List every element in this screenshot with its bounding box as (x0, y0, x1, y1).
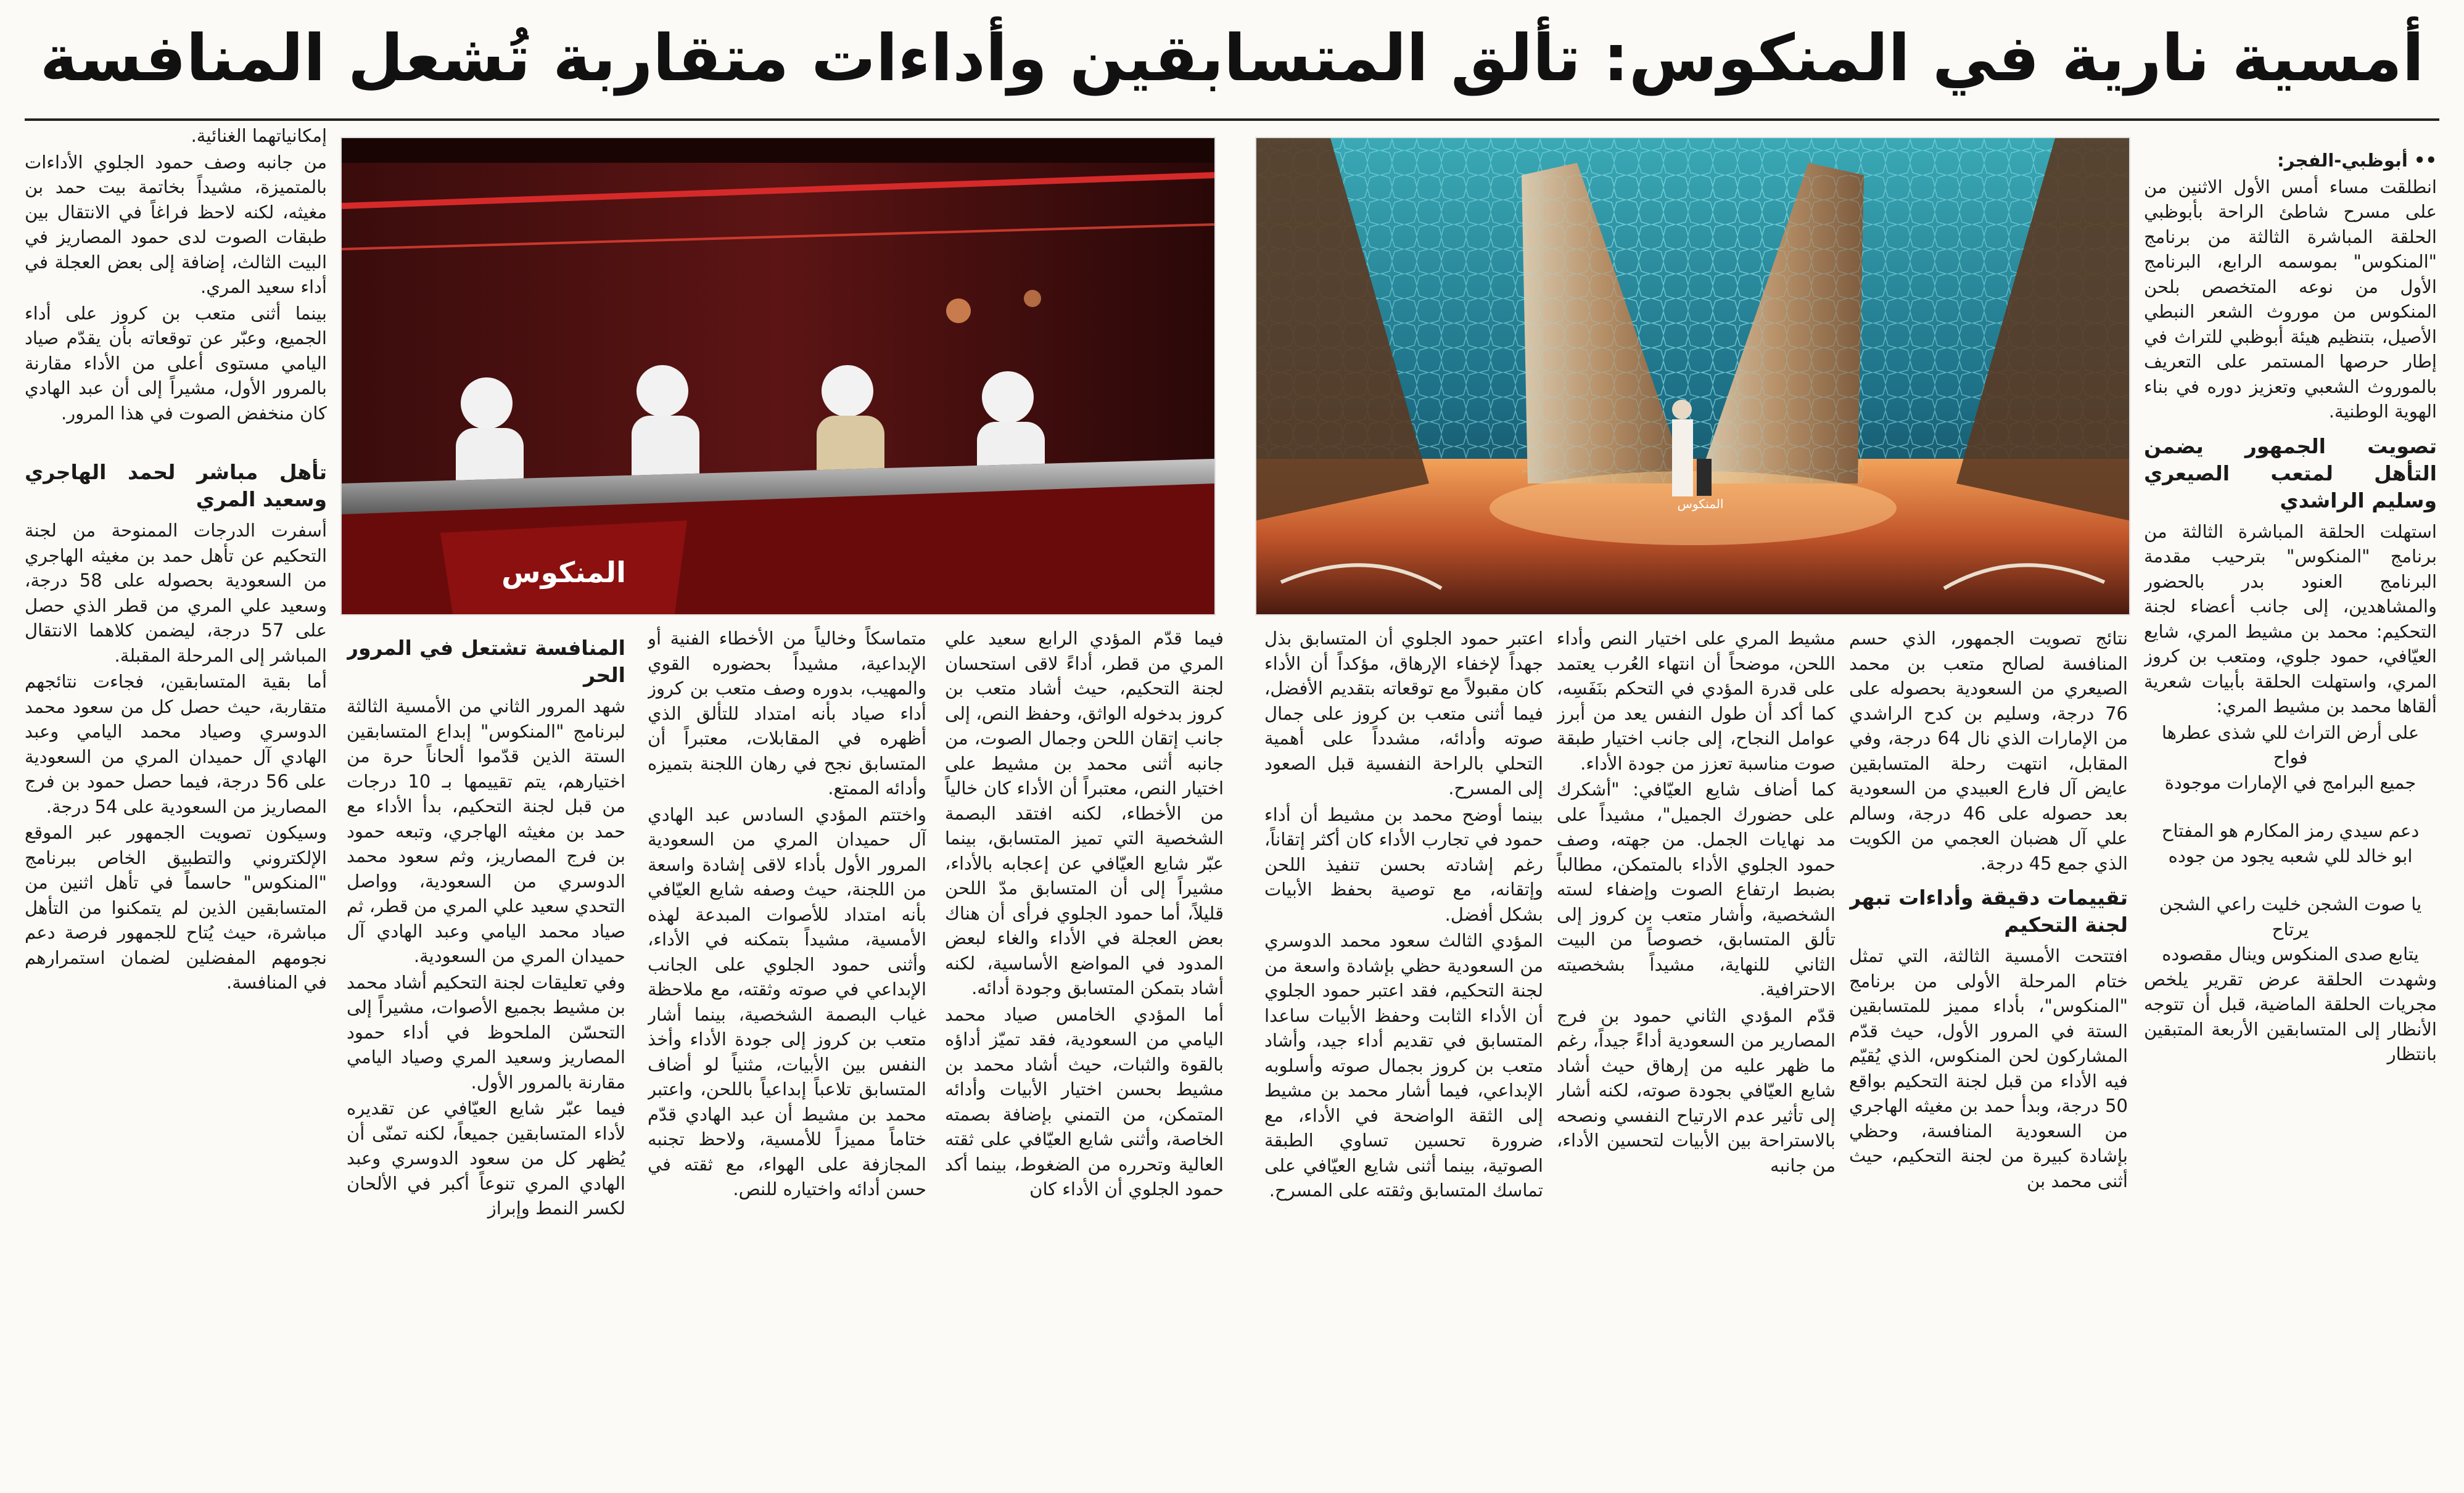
poem-verse: على أرض التراث للي شذى عطرها فواح (2161, 722, 2420, 768)
poem-verse: يا صوت الشجن خليت راعي الشجن يرتاح (2159, 894, 2422, 940)
paragraph: من جانبه وصف حمود الجلوي الأداءات بالمتميزة، مشيداً بخاتمة بيت حمد بن مغيثه، لكنه لاحظ فراغاً في الانتقال بين طبقات الصوت لدى حمود المصاريز في البيت الثالث، إضافة إلى بعض العجلة في أداء سعيد المري. (25, 151, 327, 297)
judges-photo-image (342, 138, 1214, 614)
paragraph: أسفرت الدرجات الممنوحة من لجنة التحكيم عن تأهل حمد بن مغيثه الهاجري من السعودية بحصوله على 58 درجة، وسعيد علي المري من قطر الذي حصل على 57 درجة، ليضمن كلاهما الانتقال المباشر إلى المرحلة المقبلة. (25, 520, 327, 666)
column-6 (648, 626, 926, 1474)
spacer (25, 427, 327, 450)
paragraph: افتتحت الأمسية الثالثة، التي تمثل ختام المرحلة الأولى من برنامج "المنكوس"، بأداء مميز للمتسابقين الستة في المرور الأول، حيث قدّم المشاركون لحن المنكوس، الذي يُقيّم فيه الأداء من قبل لجنة التحكيم بواقع 50 درجة، وبدأ حمد بن مغيثه الهاجري من السعودية المنافسة، وحظي بإشادة كبيرة من لجنة التحكيم، حيث أثنى محمد بن (1849, 945, 2128, 1191)
paragraph: أما بقية المتسابقين، فجاءت نتائجهم متقاربة، حيث حصل كل من سعود محمد الدوسري وصياد محمد اليامي وعبد الهادي آل حميدان المري من السعودية على 56 درجة، فيما حصل حمود بن فرج المصاريز من السعودية على 54 درجة. (25, 671, 327, 817)
poem-verse: دعم سيدي رمز المكارم هو المفتاح (2161, 820, 2420, 841)
spacer (2144, 868, 2437, 892)
paragraph: فيما قدّم المؤدي الرابع سعيد علي المري من قطر، أداءً لاقى استحسان لجنة التحكيم، حيث أشاد متعب بن كروز بدخوله الواثق، وحفظ النص، إلى جانب إتقان اللحن وجمال الصوت، من جانبه أثنى محمد بن مشيط على اختيار النص، معتبراً أن الأداء كان خالياً من الأخطاء، لكنه افتقد البصمة الشخصية التي تميز المتسابق، بينما عبّر شايع العيّافي عن إعجابه بالأداء، مشيراً إلى أن المتسابق مدّ اللحن قليلاً، أما حمود الجلوي فرأى أن هناك بعض العجلة في الأداء والغاء لبعض المدود في المواضع الأساسية، لكنه أشاد بتمكن المتسابق وجودة أدائه. (945, 628, 1224, 998)
paragraph: انطلقت مساء أمس الأول الاثنين من على مسرح شاطئ الراحة بأبوظبي الحلقة المباشرة الثالثة من برنامج "المنكوس" بموسمه الرابع، البرنامج الأول من نوعه المتخصص بلحن المنكوس من موروث الشعر النبطي الأصيل، بتنظيم هيئة أبوظبي للتراث في إطار حرصها المستمر على التعريف بالموروث الشعبي وتعزيز دوره في بناء الهوية الوطنية. (2144, 176, 2437, 422)
column-3 (1557, 626, 1836, 1474)
paragraph: وشهدت الحلقة عرض تقرير يلخص مجريات الحلقة الماضية، قبل أن تتوجه الأنظار إلى المتسابقين الأربعة المتبقين بانتظار (2144, 968, 2437, 1064)
paragraph: استهلت الحلقة المباشرة الثالثة من برنامج "المنكوس" بترحيب مقدمة البرنامج العنود بدر بالحضور والمشاهدين، إلى جانب أعضاء لجنة التحكيم: محمد بن مشيط المري، شايع العيّافي، حمود جلوي، ومتعب بن كروز المري، واستهلت الحلقة بأبيات شعرية ألقاها محمد بن مشيط المري: (2144, 520, 2437, 717)
column-4 (1264, 626, 1543, 1474)
paragraph: مشيط المري على اختيار النص وأداء اللحن، موضحاً أن انتهاء العُرب يعتمد على قدرة المؤدي في التحكم بنَفَسِه، كما أكد أن طول النفس يعد من أبرز عوامل النجاح، إلى جانب اختيار طبقة صوت مناسبة تعزز من جودة الأداء. (1557, 628, 1836, 774)
paragraph: واختتم المؤدي السادس عبد الهادي آل حميدان المري من السعودية المرور الأول بأداء لاقى إشادة واسعة من اللجنة، حيث وصفه شايع العيّافي بأنه امتداد للأصوات المبدعة لهذه الأمسية، مشيداً بتمكنه في الأداء، وأثنى حمود الجلوي على الجانب الإبداعي في صوته وثقته، مع ملاحظة غياب البصمة الشخصية، بينما أشار متعب بن كروز إلى جودة الأداء وأخذ النفس بين الأبيات، مثنياً لو أضاف المتسابق تلاعباً إبداعياً باللحن، واعتبر محمد بن مشيط أن عبد الهادي قدّم ختاماً مميزاً للأمسية، ولاحظ تجنبه المجازفة على الهواء، مع ثقته في حسن أدائه واختياره للنص. (648, 804, 926, 1199)
paragraph: نتائج تصويت الجمهور، الذي حسم المنافسة لصالح متعب بن محمد الصيعري من السعودية بحصوله على 76 درجة، وسليم بن كدح الراشدي من الإمارات الذي نال 64 درجة، وفي المقابل، انتهت رحلة المتسابقين عايض آل فارع العبيدي من السعودية بعد حصوله على 46 درجة، وسالم علي آل هضبان العجمي من الكويت الذي جمع 45 درجة. (1849, 628, 2128, 874)
headline: أمسية نارية في المنكوس: تألق المتسابقين وأداءات متقاربة تُشعل المنافسة (39, 20, 2425, 96)
judges-photo (340, 137, 1216, 615)
spacer (2144, 795, 2437, 818)
paragraph: بينما أثنى متعب بن كروز على أداء الجميع، وعبّر عن توقعاته بأن يقدّم صياد اليامي مستوى أعلى من الأداء مقارنة بالمرور الأول، مشيراً إلى أن عبد الهادي كان منخفض الصوت في هذا المرور. (25, 302, 327, 424)
poem-verse: جميع البرامج في الإمارات موجودة (2164, 771, 2417, 793)
subheading: المنافسة تشتعل في المرور الحر (347, 636, 625, 687)
stage-photo-image (1256, 138, 2129, 614)
paragraph: شهد المرور الثاني من الأمسية الثالثة لبرنامج "المنكوس" إبداع المتسابقين الستة الذين قدّموا ألحاناً حرة من اختيارهم، يتم تقييمها بـ 10 درجات من قبل لجنة التحكيم، بدأ الأداء مع حمد بن مغيثه الهاجري، وتبعه حمود بن فرج المصاريز، وثم سعود محمد الدوسري من السعودية، وواصل التحدي سعيد علي المري من قطر، ثم صياد محمد اليامي وعبد الهادي آل حميدان المري من السعودية. (347, 696, 625, 966)
paragraph: متماسكاً وخالياً من الأخطاء الفنية أو الإبداعية، مشيداً بحضوره القوي والمهيب، بدوره وصف متعب بن كروز أداء صياد بأنه امتداد للتألق الذي أظهره في المقابلات، معتبراً أن المتسابق نجح في رهان اللجنة بتميزه وأدائه الممتع. (648, 628, 926, 799)
column-5 (945, 626, 1224, 1474)
stage-photo (1255, 137, 2130, 615)
judges-logo: المنكوس (501, 556, 626, 589)
column-1 (2144, 148, 2437, 1474)
headline-rule (25, 118, 2439, 121)
paragraph: وسيكون تصويت الجمهور عبر الموقع الإلكتروني والتطبيق الخاص ببرنامج "المنكوس" حاسماً في تأهل اثنين من المتسابقين الذين لم يتمكنوا من التأهل مباشرة، حيث يُتاح للجمهور فرصة دعم نجومهم المفضلين لضمان استمرارهم في المنافسة. (25, 822, 327, 993)
subheading: تصويت الجمهور يضمن التأهل لمتعب الصيعري وسليم الراشدي (2144, 434, 2437, 512)
dateline: •• أبوظبي-الفجر: (2277, 150, 2437, 171)
subheading: تأهل مباشر لحمد الهاجري وسعيد المري (25, 460, 327, 511)
poem-verse: ابو خالد للي شعبه يجود من جوده (2168, 845, 2413, 866)
paragraph: قدّم المؤدي الثاني حمود بن فرج المصارير من السعودية أداءً جيداً، رغم ما ظهر عليه من إرهاق حيث أشاد شايع العيّافي بجودة صوته، لكنه أشار إلى تأثير عدم الارتياح النفسي ونصحه بالاستراحة بين الأبيات لتحسين الأداء، من جانبه (1557, 1005, 1836, 1176)
subheading: تقييمات دقيقة وأداءات تبهر لجنة التحكيم (1849, 886, 2128, 937)
poem-verse: يتابع صدى المنكوس وينال مقصوده (2162, 944, 2419, 964)
paragraph: كما أضاف شايع العيّافي: "أشكرك على حضورك الجميل"، مشيداً على مد نهايات الجمل. من جهته، وصف حمود الجلوي الأداء بالمتمكن، مطالباً بضبط ارتفاع الصوت وإضفاء لسته الشخصية، وأشار متعب بن كروز إلى تألق المتسابق، خصوصاً من البيت الثاني للنهاية، مشيداً بشخصيته الاحترافية. (1557, 779, 1836, 1000)
paragraph: أما المؤدي الخامس صياد محمد اليامي من السعودية، فقد تميّز أداؤه بالقوة والثبات، حيث أشاد محمد بن مشيط بحسن اختيار الأبيات وأدائه المتمكن، من التمني بإضافة بصمته الخاصة، وأثنى شايع العيّافي على ثقته العالية وتحرره من الضغوط، بينما أكد حمود الجلوي أن الأداء كان (945, 1003, 1224, 1199)
paragraph: المؤدي الثالث سعود محمد الدوسري من السعودية حظي بإشادة واسعة من لجنة التحكيم، فقد اعتبر حمود الجلوي أن الأداء الثابت وحفظ الأبيات ساعدا المتسابق في تقديم أداء جيد، وأشاد متعب بن كروز بجمال صوته وأسلوبه الإبداعي، فيما أشار محمد بن مشيط إلى الثقة الواضحة في الأداء، مع ضرورة تحسين تساوي الطبقة الصوتية، بينما أثنى شايع العيّافي على تماسك المتسابق وثقته على المسرح. (1264, 930, 1543, 1201)
paragraph: فيما عبّر شايع العيّافي عن تقديره لأداء المتسابقين جميعاً، لكنه تمنّى أن يُظهر كل من سعود الدوسري وعبد الهادي المري تنوعاً أكبر في الألحان لكسر النمط وإبراز (347, 1098, 625, 1219)
column-8 (25, 123, 327, 1474)
column-7 (347, 626, 625, 1474)
column-2 (1849, 626, 2128, 1474)
paragraph: بينما أوضح محمد بن مشيط أن أداء حمود في تجارب الأداء كان أكثر إتقاناً، رغم إشادته بحسن تنفيذ اللحن وإتقانه، مع توصية بحفظ الأبيات بشكل أفضل. (1264, 804, 1543, 925)
stage-logo: المنكوس (1677, 496, 1724, 511)
paragraph: وفي تعليقات لجنة التحكيم أشاد محمد بن مشيط بجميع الأصوات، مشيراً إلى التحسّن الملحوظ في أداء حمود المصاريز وسعيد المري وصياد اليامي مقارنة بالمرور الأول. (347, 971, 625, 1093)
paragraph: اعتبر حمود الجلوي أن المتسابق بذل جهداً لإخفاء الإرهاق، مؤكداً أن الأداء كان مقبولاً مع توقعاته بتقديم الأفضل، فيما أثنى متعب بن كروز على جمال صوته وأدائه، مشدداً على أهمية التحلي بالراحة النفسية قبل الصعود إلى المسرح. (1264, 628, 1543, 799)
paragraph: إمكانياتهما الغنائية. (191, 125, 327, 146)
headline-block (25, 2, 2439, 113)
